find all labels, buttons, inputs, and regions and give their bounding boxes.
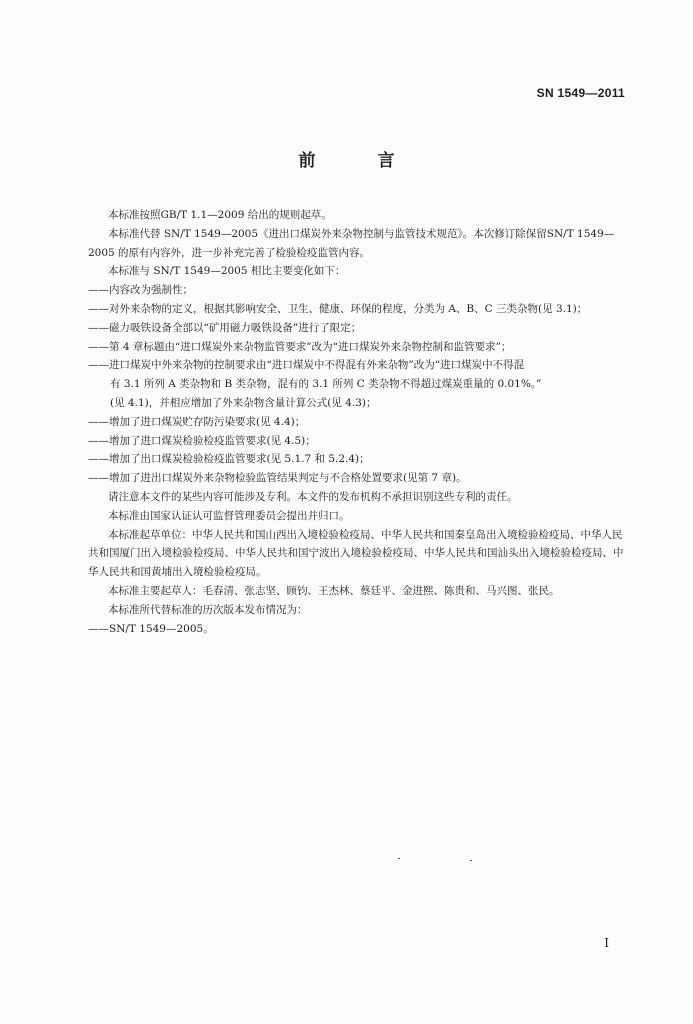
change-item: ——进口煤炭中外来杂物的控制要求由“进口煤炭中不得混有外来杂物”改为“进口煤炭中不得混 bbox=[88, 359, 525, 372]
change-item: ——增加了进口煤炭检验检疫监管要求(见 4.5)； bbox=[88, 434, 316, 447]
change-item: ——增加了进出口煤炭外来杂物检验监管结果判定与不合格处置要求(见第 7 章)。 bbox=[88, 472, 467, 485]
change-item: ——内容改为强制性； bbox=[88, 284, 193, 297]
scan-speck bbox=[398, 858, 400, 859]
foreword-body bbox=[88, 206, 626, 638]
paragraph: 本标准代替 SN/T 1549—2005《进出口煤炭外来杂物控制与监管技术规范》。本次修订除保留SN/T 1549—2005 的原有内容外，进一步补充完善了检验检疫监管内容。 bbox=[88, 227, 615, 259]
paragraph: 本标准主要起草人：毛春清、张志坚、顾钧、王杰林、蔡廷平、金进熙、陈贵和、马兴图、张民。 bbox=[108, 584, 560, 597]
change-item-continuation: 有 3.1 所列 A 类杂物和 B 类杂物，混有的 3.1 所列 C 类杂物不得超过煤炭重量的 0.01%。” bbox=[110, 378, 542, 391]
paragraph: 本标准与 SN/T 1549—2005 相比主要变化如下： bbox=[108, 265, 346, 278]
change-item: ——磁力吸铁设备全部以“矿用磁力吸铁设备”进行了限定； bbox=[88, 321, 362, 334]
change-item: ——SN/T 1549—2005。 bbox=[88, 622, 214, 635]
change-item: ——对外来杂物的定义，根据其影响安全、卫生、健康、环保的程度，分类为 A、B、C 三类杂物(见 3.1)； bbox=[88, 302, 588, 315]
paragraph: 本标准按照GB/T 1.1—2009 给出的规则起草。 bbox=[108, 209, 332, 221]
scan-speck bbox=[470, 860, 472, 861]
page-title: 前 言 bbox=[298, 151, 423, 171]
change-item-continuation: (见 4.1)，并相应增加了外来杂物含量计算公式(见 4.3)； bbox=[110, 396, 377, 409]
change-item: ——增加了出口煤炭检验检疫监管要求(见 5.1.7 和 5.2.4)； bbox=[88, 453, 370, 466]
standard-code: SN 1549—2011 bbox=[536, 86, 625, 100]
paragraph: 本标准由国家认证认可监督管理委员会提出并归口。 bbox=[108, 509, 350, 522]
paragraph: 本标准起草单位：中华人民共和国山西出入境检验检疫局、中华人民共和国秦皇岛出入境检验检疫局、中华人民共和国厦门出入境检验检疫局、中华人民共和国宁波出入境检验检疫局、中华人民共和国汕头出入境检验检疫局、中华人民共和国黄埔出入境检验检疫局。 bbox=[88, 528, 624, 579]
paragraph: 请注意本文件的某些内容可能涉及专利。本文件的发布机构不承担识别这些专利的责任。 bbox=[108, 490, 518, 503]
change-item: ——第 4 章标题由“进口煤炭外来杂物监管要求”改为“进口煤炭外来杂物控制和监管要求”； bbox=[88, 340, 512, 353]
change-item: ——增加了进口煤炭贮存防污染要求(见 4.4)； bbox=[88, 415, 306, 428]
page-number: I bbox=[604, 936, 609, 950]
paragraph: 本标准所代替标准的历次版本发布情况为： bbox=[108, 603, 308, 616]
